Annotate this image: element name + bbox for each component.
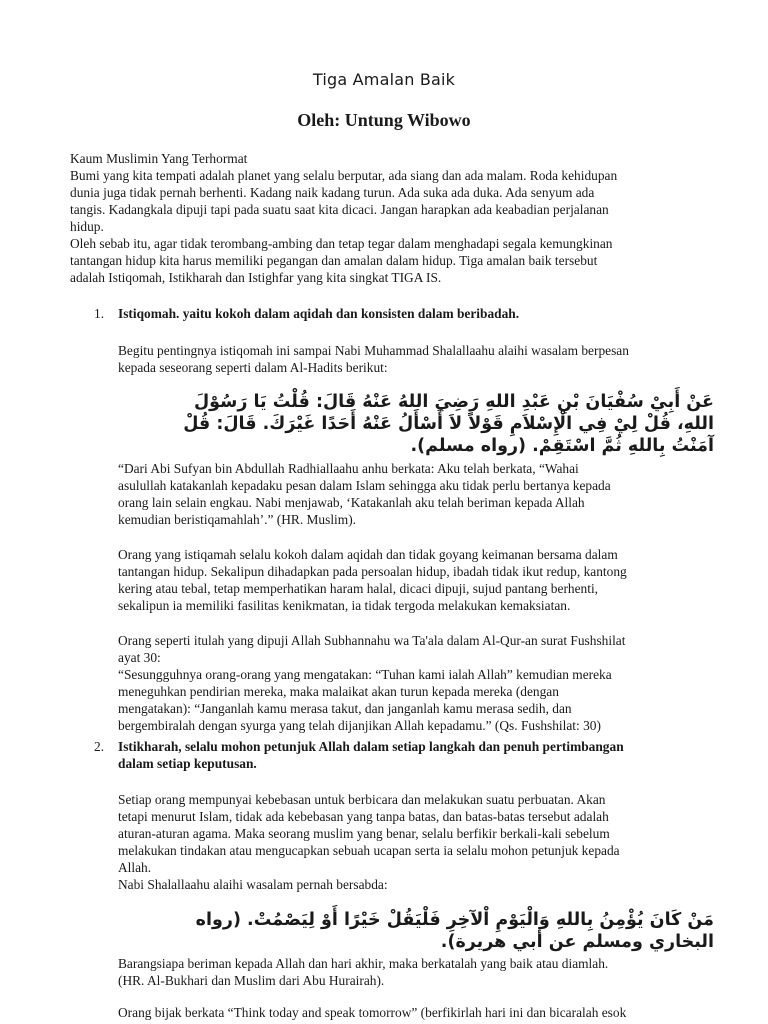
hadith-arabic-line: آمَنْتُ بِاللهِ ثُمَّ اسْتَقِمْ. (رواه مسلم). — [410, 436, 714, 456]
hadith-translation-line: Barangsiapa beriman kepada Allah dan hari akhir, maka berkatalah yang baik atau diamlah. — [118, 956, 609, 971]
quran-line: mengatakan): “Janganlah kamu merasa takut, dan janganlah kamu merasa sedih, dan — [118, 701, 572, 716]
hadith-translation-line: kemudian beristiqamahlah’.” (HR. Muslim). — [118, 512, 357, 527]
intro-line: adalah Istiqomah, Istikharah dan Istighfar yang kita singkat TIGA IS. — [70, 270, 442, 285]
item2-body-line: Allah. — [118, 860, 152, 875]
item2-body-line: Nabi Shalallaahu alaihi wasalam pernah bersabda: — [118, 877, 388, 892]
hadith-translation-line: orang lain selain engkau. Nabi menjawab, ‘Katakanlah aku telah beriman kepada Allah — [118, 495, 585, 510]
item1-body-line: tantangan hidup. Sekalipun dihadapkan pada persoalan hidup, ibadah tidak ikut redup, kantong — [118, 564, 627, 579]
hadith-translation-line: (HR. Al-Bukhari dan Muslim dari Abu Hurairah). — [118, 973, 385, 988]
intro-line: hidup. — [70, 219, 104, 234]
item1-heading: Istiqomah. yaitu kokoh dalam aqidah dan konsisten dalam beribadah. — [118, 306, 520, 321]
quran-line: ayat 30: — [118, 650, 161, 665]
intro-line: tantangan hidup kita harus memiliki pegangan dan amalan dalam hidup. Tiga amalan baik tersebut — [70, 253, 598, 268]
intro-line: tangis. Kadangkala dipuji tapi pada suatu saat kita dicaci. Jangan harapkan ada keabadian perjalanan — [70, 202, 609, 217]
list-number: 1. — [94, 306, 105, 321]
intro-line: Kaum Muslimin Yang Terhormat — [70, 151, 248, 166]
item1-body-line: sekalipun ia memiliki fasilitas kenikmatan, ia tidak tergoda melakukan kemaksiatan. — [118, 598, 571, 613]
item2-body-line: melakukan tindakan atau mengucapkan sebuah ucapan serta ia selalu mohon petunjuk kepada — [118, 843, 620, 858]
list-number: 2. — [94, 739, 105, 754]
quran-line: “Sesungguhnya orang-orang yang mengatakan: “Tuhan kami ialah Allah” kemudian mereka — [118, 667, 612, 682]
hadith-arabic-line: اللهِ، قُلْ لِيْ فِي الْإِسْلاَمِ قَوْلاً لاَ أَسْأَلُ عَنْهُ أَحَدًا غَيْرَكَ. قَالَ: قُلْ — [183, 414, 714, 434]
item1-lead-line: kepada seseorang seperti dalam Al-Hadits berikut: — [118, 360, 388, 375]
document-author: Oleh: Untung Wibowo — [297, 110, 471, 130]
document-title: Tiga Amalan Baik — [312, 70, 456, 89]
intro-line: dunia juga tidak pernah berhenti. Kadang naik kadang turun. Ada suka ada duka. Ada senyum ada — [70, 185, 595, 200]
intro-line: Bumi yang kita tempati adalah planet yang selalu berputar, ada siang dan ada malam. Roda kehidupan — [70, 168, 618, 183]
item2-heading-line: dalam setiap keputusan. — [118, 756, 257, 771]
quran-line: Orang seperti itulah yang dipuji Allah Subhannahu wa Ta'ala dalam Al-Qur-an surat Fushshilat — [118, 633, 626, 648]
quran-line: meneguhkan pendirian mereka, maka malaikat akan turun kepada mereka (dengan — [118, 684, 559, 699]
quran-line: bergembiralah dengan syurga yang telah dijanjikan Allah kepadamu.” (Qs. Fushshilat: 30) — [118, 718, 601, 733]
item1-lead-line: Begitu pentingnya istiqomah ini sampai Nabi Muhammad Shalallaahu alaihi wasalam berpesan — [118, 343, 629, 358]
hadith-translation-line: “Dari Abi Sufyan bin Abdullah Radhiallaahu anhu berkata: Aku telah berkata, “Wahai — [118, 461, 579, 476]
item2-body-line: aturan-aturan agama. Maka seorang muslim yang benar, selalu berfikir berkali-kali sebelum — [118, 826, 610, 841]
hadith-arabic-line: مَنْ كَانَ يُؤْمِنُ بِاللهِ وَالْيَوْمِ اْلآخِرِ فَلْيَقُلْ خَيْرًا أَوْ لِيَصْمُتْ. (رواه — [195, 910, 714, 930]
item1-body-line: Orang yang istiqamah selalu kokoh dalam aqidah dan tidak goyang keimanan bersama dalam — [118, 547, 618, 562]
item2-body-line: Setiap orang mempunyai kebebasan untuk berbicara dan melakukan suatu perbuatan. Akan — [118, 792, 606, 807]
item2-body-line: tetapi menurut Islam, tidak ada kebebasan yang tanpa batas, dan batas-batas tersebut adalah — [118, 809, 609, 824]
item2-heading-line: Istikharah, selalu mohon petunjuk Allah dalam setiap langkah dan penuh pertimbangan — [118, 739, 624, 754]
hadith-translation-line: asulullah katakanlah kepadaku pesan dalam Islam sehingga aku tidak perlu bertanya kepada — [118, 478, 611, 493]
intro-line: Oleh sebab itu, agar tidak terombang-ambing dan tetap tegar dalam menghadapi segala kemungkinan — [70, 236, 613, 251]
item1-body-line: kering atau tebal, tetap memperhatikan haram halal, dicaci dipuji, sujud pantang berhenti, — [118, 581, 599, 596]
item2-closing-line: Orang bijak berkata “Think today and speak tomorrow” (berfikirlah hari ini dan bicaralah esok — [118, 1005, 627, 1020]
hadith-arabic-line: البخاري ومسلم عن أبي هريرة). — [440, 932, 714, 952]
hadith-arabic-line: عَنْ أَبِيْ سُفْيَانَ بْنِ عَبْدِ اللهِ رَضِيَ اللهُ عَنْهُ قَالَ: قُلْتُ يَا رَسُوْلَ — [193, 392, 714, 412]
